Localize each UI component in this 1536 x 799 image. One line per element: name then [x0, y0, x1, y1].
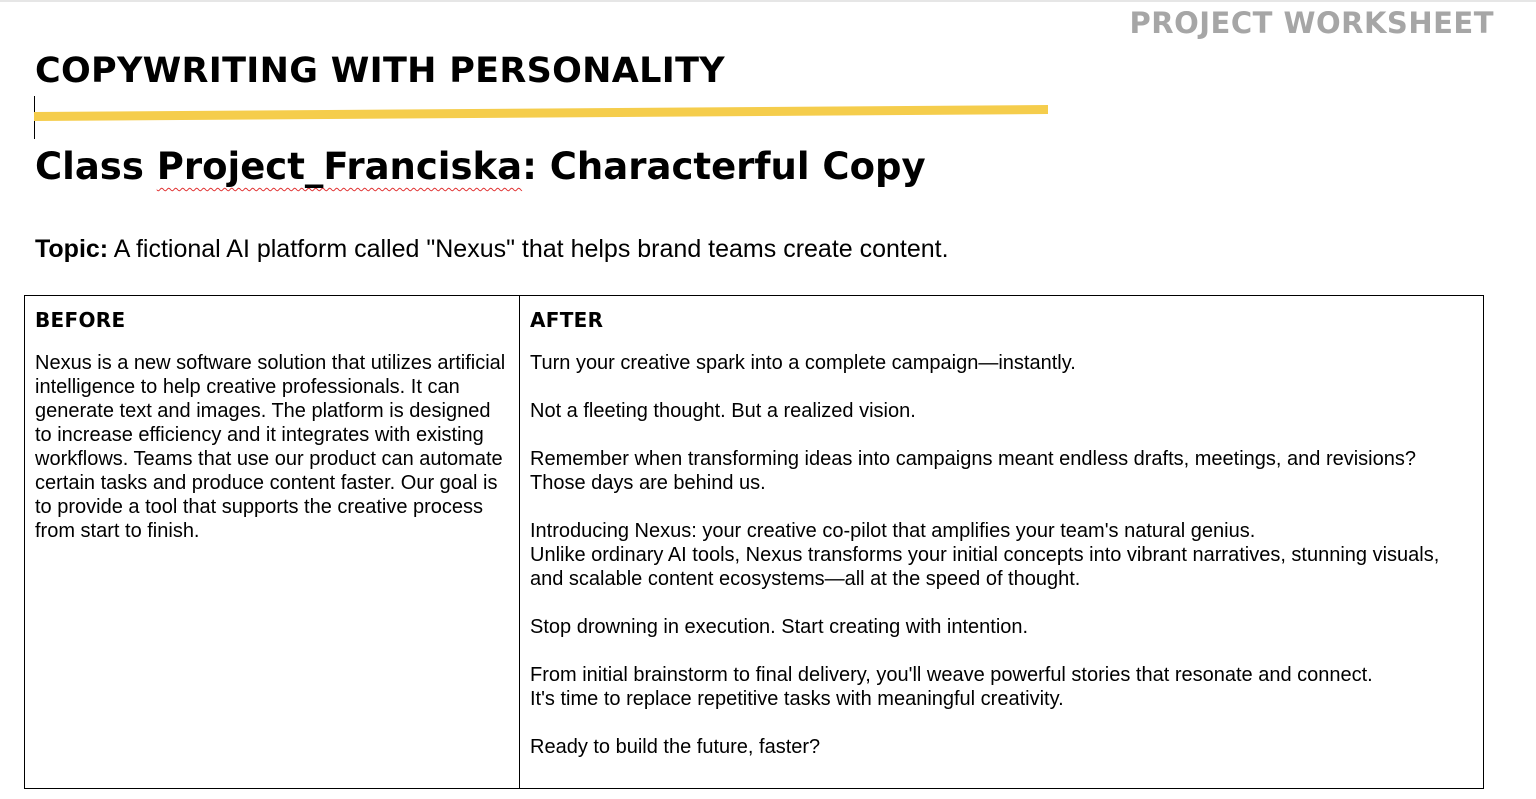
after-copy	[530, 351, 1473, 759]
course-title: COPYWRITING WITH PERSONALITY	[35, 51, 725, 91]
after-line: Ready to build the future, faster?	[530, 736, 821, 758]
worksheet-label: PROJECT WORKSHEET	[1129, 6, 1494, 40]
after-paragraph	[530, 735, 1473, 759]
project-title-misspelled-word[interactable]: Project_Franciska	[156, 145, 523, 188]
accent-highlight-rule	[34, 104, 1050, 122]
project-title[interactable]	[35, 145, 926, 188]
accent-highlight-stroke	[34, 105, 1048, 121]
before-copy: Nexus is a new software solution that utilizes artificial intelligence to help creative professionals. It can generate text and images. The platform is designed to increase efficiency and it integrates with existing workflows. Teams that use our product can automate certain tasks and produce content faster. Our goal is to provide a tool that supports the creative process from start to finish.	[35, 352, 506, 542]
after-line: Unlike ordinary AI tools, Nexus transforms your initial concepts into vibrant narratives, stunning visuals, and scalable content ecosystems—all at the speed of thought.	[530, 544, 1440, 590]
after-heading: AFTER	[530, 308, 604, 332]
after-line: Remember when transforming ideas into campaigns meant endless drafts, meetings, and revisions?	[530, 448, 1416, 470]
after-paragraph	[530, 447, 1473, 495]
after-paragraph	[530, 519, 1473, 591]
after-line: Stop drowning in execution. Start creating with intention.	[530, 616, 1029, 638]
project-title-prefix: Class	[35, 145, 157, 188]
after-line: From initial brainstorm to final delivery, you'll weave powerful stories that resonate and connect.	[530, 664, 1373, 686]
before-heading: BEFORE	[35, 308, 126, 332]
before-after-table	[24, 295, 1484, 789]
topic-label: Topic:	[35, 235, 109, 263]
after-line: It's time to replace repetitive tasks with meaningful creativity.	[530, 688, 1064, 710]
table-row	[25, 296, 1484, 789]
page-top-edge	[0, 0, 1536, 2]
after-cell[interactable]	[520, 296, 1484, 789]
after-line: Those days are behind us.	[530, 472, 766, 494]
after-paragraph	[530, 663, 1473, 711]
after-paragraph	[530, 399, 1473, 423]
after-line: Introducing Nexus: your creative co-pilot that amplifies your team's natural genius.	[530, 520, 1256, 542]
after-line: Not a fleeting thought. But a realized vision.	[530, 400, 916, 422]
project-title-suffix: : Characterful Copy	[522, 145, 926, 188]
after-paragraph	[530, 351, 1473, 375]
topic-text: A fictional AI platform called "Nexus" that helps brand teams create content.	[108, 235, 949, 263]
topic-line[interactable]	[35, 235, 949, 264]
before-cell[interactable]	[25, 296, 520, 789]
after-paragraph	[530, 615, 1473, 639]
after-line: Turn your creative spark into a complete campaign—instantly.	[530, 352, 1076, 374]
